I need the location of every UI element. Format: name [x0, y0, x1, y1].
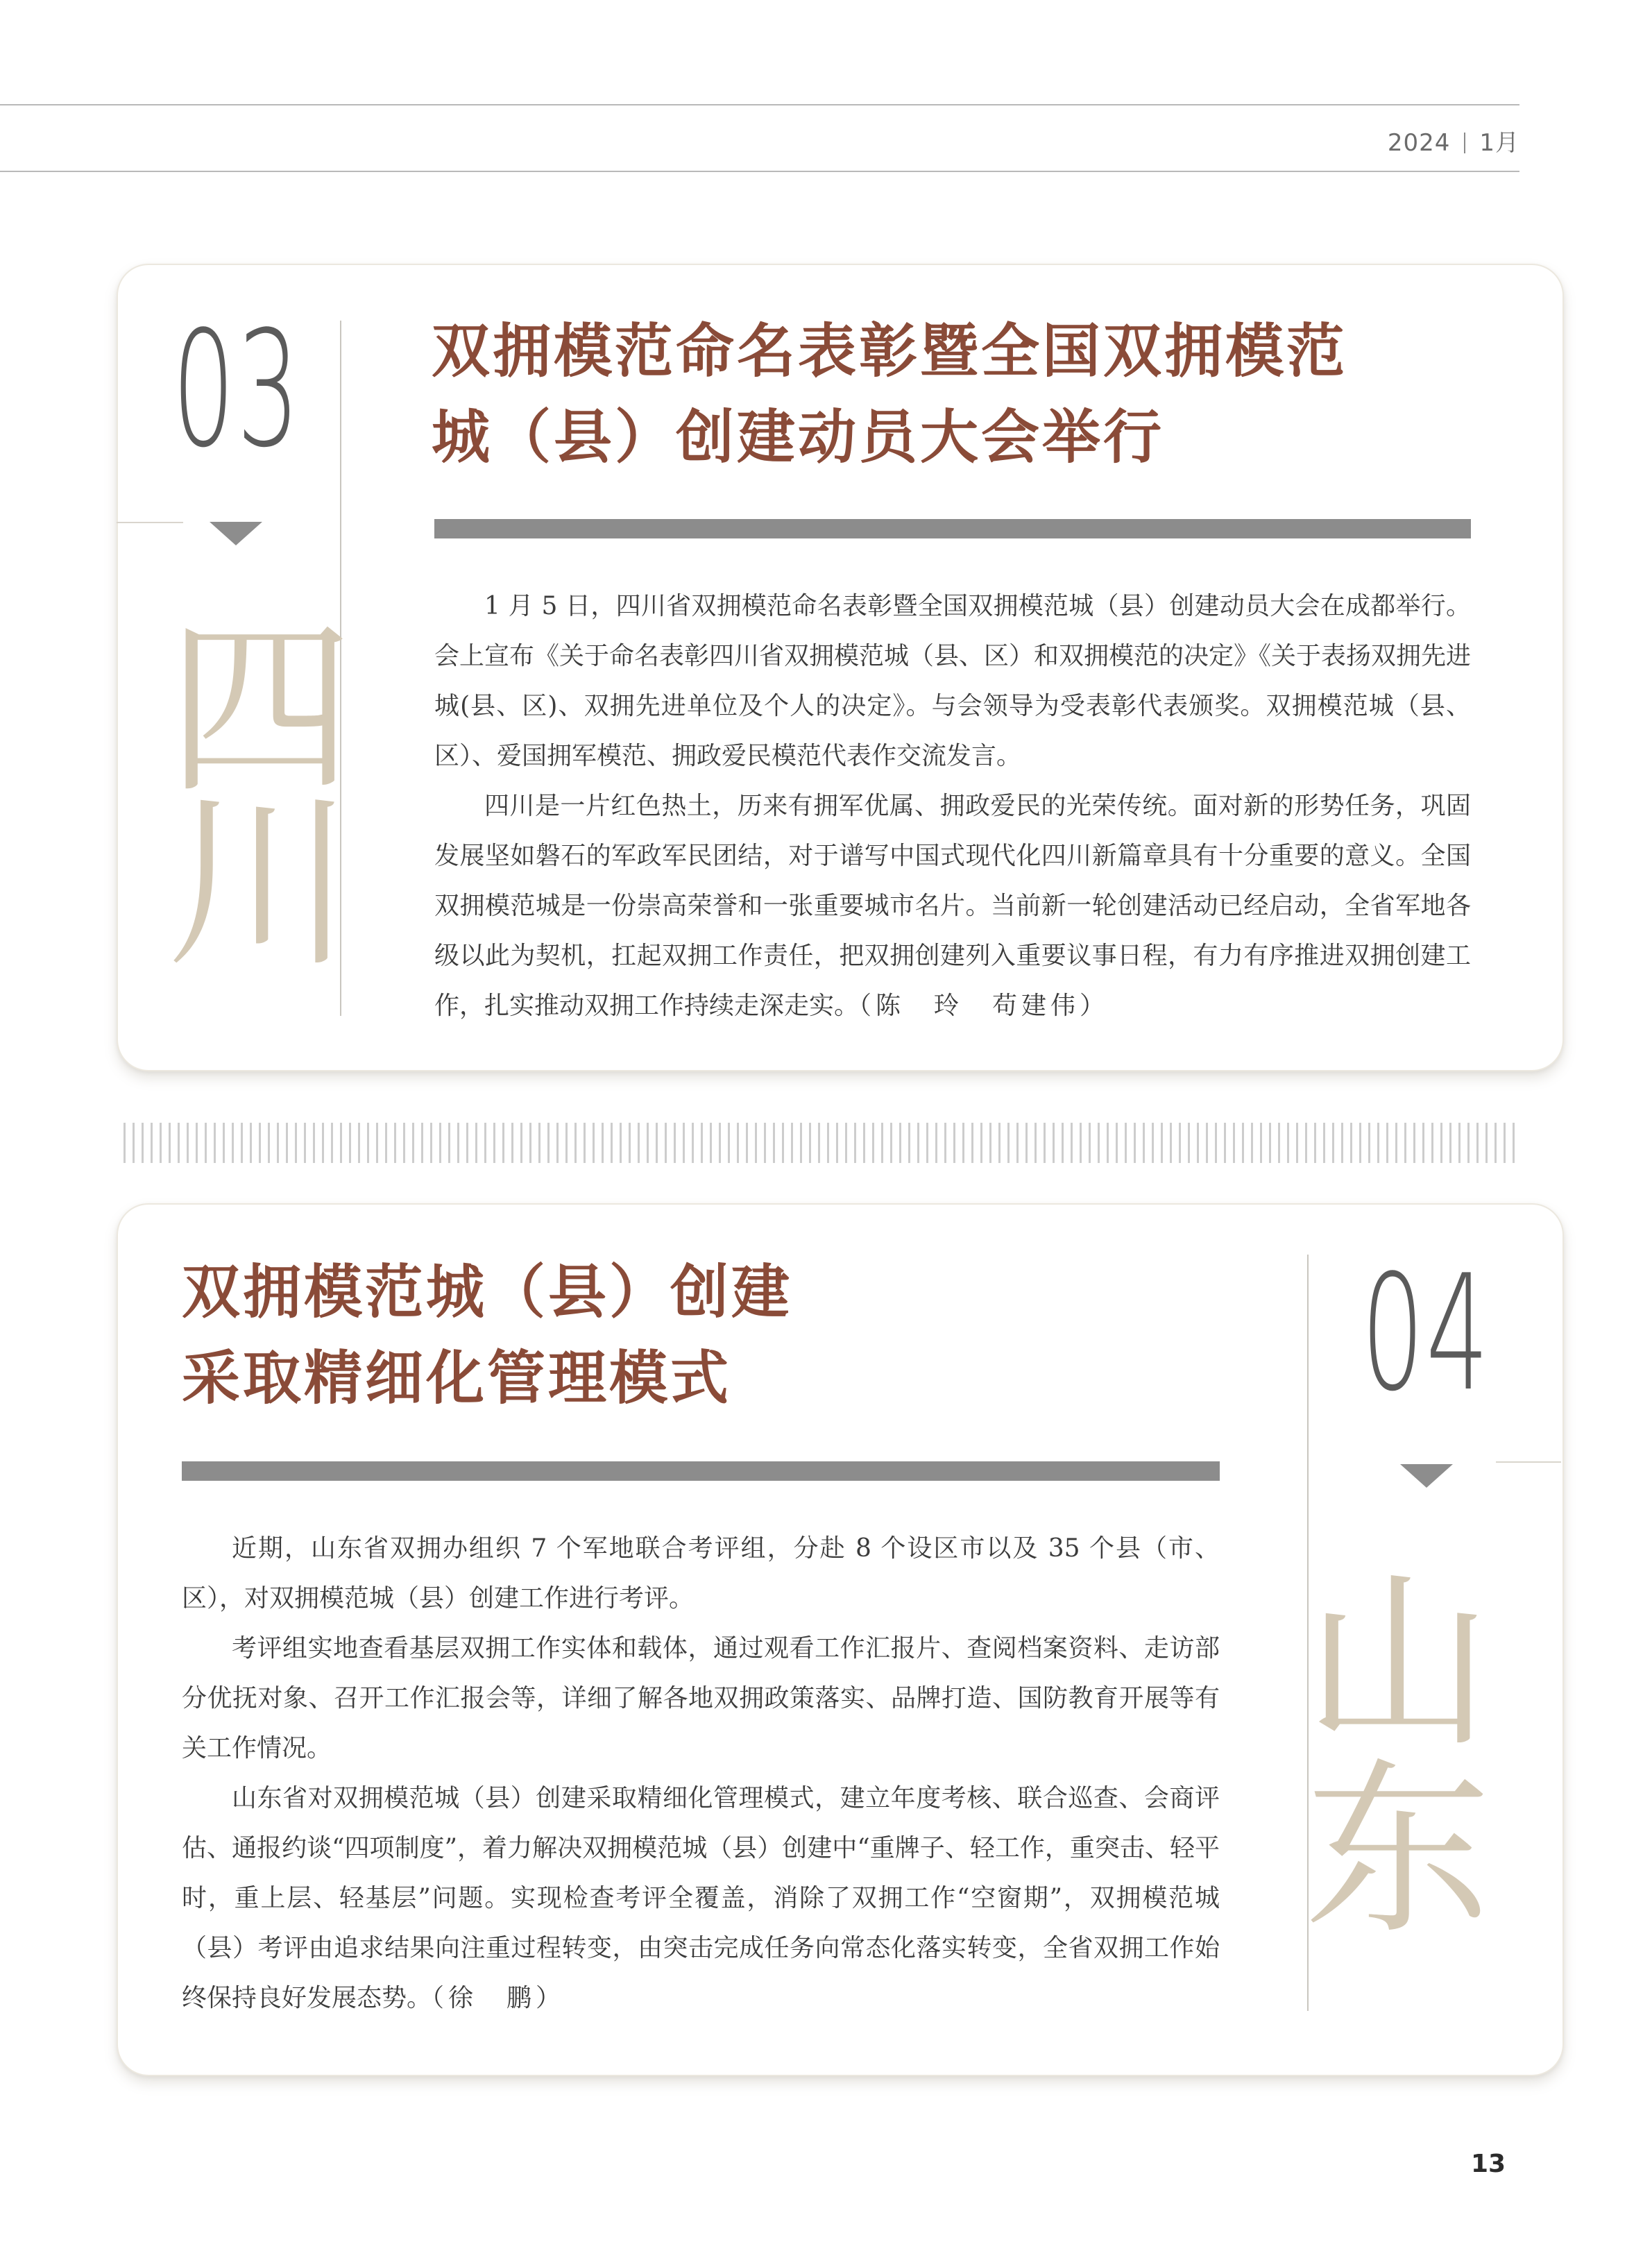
article1-title-line1: 双拥模范命名表彰暨全国双拥模范: [432, 316, 1348, 385]
article-number-04: 04: [1361, 1241, 1491, 1427]
page-number: 13: [1471, 2150, 1506, 2178]
article1-tick-line: [117, 522, 183, 523]
region-char-dong: 东: [1304, 1741, 1492, 1960]
article1-paragraph-1: 1 月 5 日，四川省双拥模范命名表彰暨全国双拥模范城（县）创建动员大会在成都举行。会上宣布《关于命名表彰四川省双拥模范城（县、区）和双拥模范的决定》《关于表扬双拥先进城(县、区)、双拥先进单位及个人的决定》。与会领导为受表彰代表颁奖。双拥模范城（县、区）、爱国拥军模范、拥政爱民模范代表作交流发言。: [434, 592, 1472, 770]
header-rule-top: [0, 104, 1519, 105]
article-number-03: 03: [172, 298, 302, 483]
article2-paragraph-2: 考评组实地查看基层双拥工作实体和载体，通过观看工作汇报片、查阅档案资料、走访部分优抚对象、召开工作汇报会等，详细了解各地双拥政策落实、品牌打造、国防教育开展等有关工作情况。: [182, 1634, 1220, 1763]
article1-title-bar: [434, 519, 1471, 538]
article1-credit: （陈 玲 苟建伟）: [859, 992, 1109, 1020]
article2-title-bar: [182, 1461, 1220, 1481]
issue-month: 1月: [1479, 129, 1519, 157]
article2-paragraph-3-text: 山东省对双拥模范城（县）创建采取精细化管理模式，建立年度考核、联合巡查、会商评估、通报约谈“四项制度”，着力解决双拥模范城（县）创建中“重牌子、轻工作，重突击、轻平时，重上层、轻基层”问题。实现检查考评全覆盖，消除了双拥工作“空窗期”，双拥模范城（县）考评由追求结果向注重过程转变，由突击完成任务向常态化落实转变，全省双拥工作始终保持良好发展态势。: [182, 1784, 1220, 2012]
article2-tick-line: [1496, 1461, 1561, 1463]
article1-paragraph-2-text: 四川是一片红色热土，历来有拥军优属、拥政爱民的光荣传统。面对新的形势任务，巩固发展坚如磐石的军政军民团结，对于谱写中国式现代化四川新篇章具有十分重要的意义。全国双拥模范城是一份崇高荣誉和一张重要城市名片。当前新一轮创建活动已经启动，全省军地各级以此为契机，扛起双拥工作责任，把双拥创建列入重要议事日程，有力有序推进双拥创建工作，扎实推动双拥工作持续走深走实。: [434, 792, 1471, 1020]
article2-paragraph-1: 近期，山东省双拥办组织 7 个军地联合考评组，分赴 8 个设区市以及 35 个县（市、区），对双拥模范城（县）创建工作进行考评。: [182, 1534, 1220, 1613]
region-char-chuan: 川: [167, 774, 354, 992]
article2-down-triangle-icon: [1400, 1464, 1453, 1488]
article1-down-triangle-icon: [210, 522, 262, 545]
region-char-shan: 山: [1304, 1554, 1492, 1772]
article1-title-line2: 城（县）创建动员大会举行: [432, 402, 1165, 471]
section-divider-stripes: [124, 1123, 1519, 1163]
article1-title: [432, 308, 1347, 480]
article2-title-line1: 双拥模范城（县）创建: [182, 1257, 793, 1326]
article2-title: [182, 1249, 792, 1421]
article2-paragraph-3: [182, 1774, 1220, 2023]
issue-label: [1360, 124, 1519, 158]
header-rule-bottom: [0, 171, 1519, 172]
article1-body: [434, 581, 1471, 1031]
article2-body: [182, 1524, 1220, 2023]
issue-separator: [1464, 133, 1465, 153]
issue-year: 2024: [1387, 129, 1451, 157]
article2-title-line2: 采取精细化管理模式: [182, 1343, 732, 1412]
region-char-si: 四: [167, 600, 354, 819]
article2-credit: （徐 鹏）: [432, 1984, 565, 2012]
article1-paragraph-2: [434, 781, 1471, 1031]
